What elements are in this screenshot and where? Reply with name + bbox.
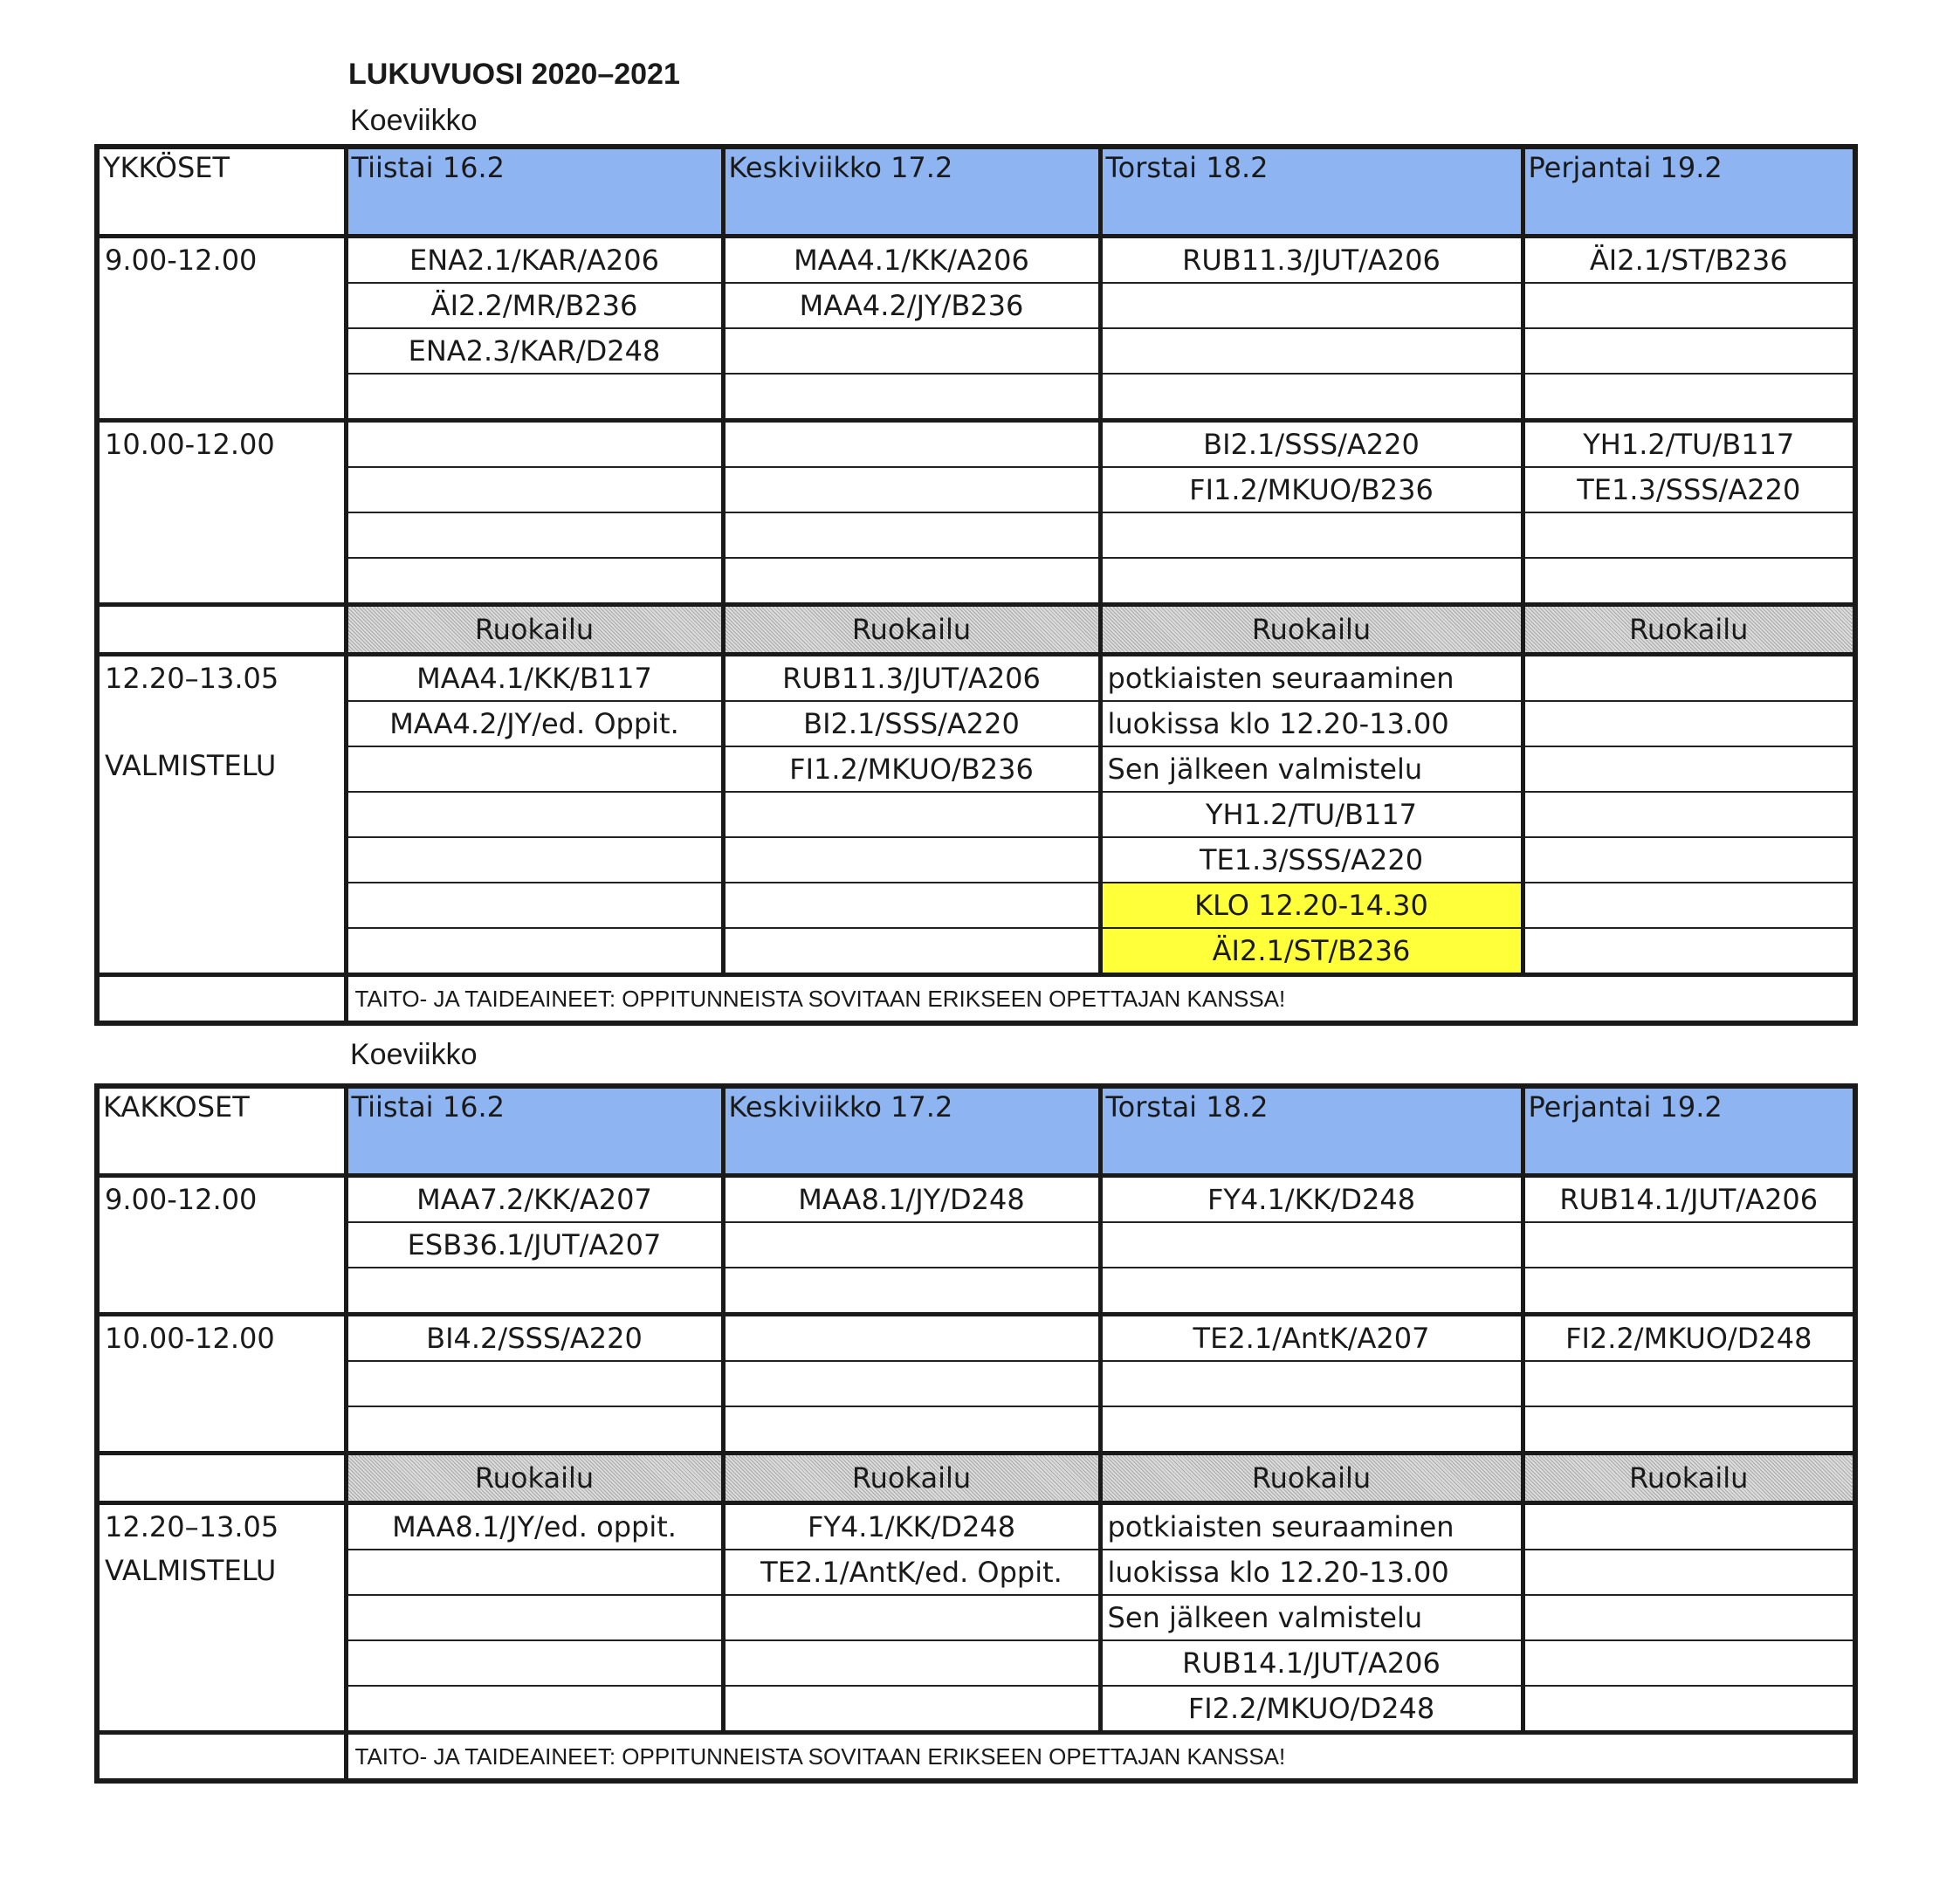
table-row xyxy=(97,1640,1855,1686)
exam-cell xyxy=(1100,512,1523,558)
exam-cell xyxy=(1523,837,1855,883)
time-slot-note: VALMISTELU xyxy=(105,1554,277,1587)
exam-cell xyxy=(1523,701,1855,746)
time-slot-time: 12.20–13.05 xyxy=(105,1510,279,1543)
exam-cell: MAA4.1/KK/A206 xyxy=(723,237,1100,284)
lunch-row xyxy=(97,1454,1855,1503)
table-row xyxy=(97,512,1855,558)
exam-cell xyxy=(1100,558,1523,605)
exam-cell xyxy=(1100,1406,1523,1454)
table-row xyxy=(97,746,1855,792)
time-slot-label: 9.00-12.00 xyxy=(97,1176,346,1315)
exam-cell xyxy=(1100,1222,1523,1268)
exam-cell xyxy=(1100,328,1523,374)
lunch-cell: Ruokailu xyxy=(1100,605,1523,655)
exam-cell xyxy=(1523,328,1855,374)
exam-cell: BI4.2/SSS/A220 xyxy=(346,1315,723,1362)
note-row xyxy=(97,1733,1855,1782)
exam-cell: RUB11.3/JUT/A206 xyxy=(1100,237,1523,284)
exam-cell xyxy=(723,1268,1100,1315)
exam-cell xyxy=(1100,374,1523,421)
lunch-cell: Ruokailu xyxy=(1100,1454,1523,1503)
section-caption-kakkoset: Koeviikko xyxy=(350,1038,478,1071)
schedule-table-kakkoset xyxy=(94,1083,1858,1784)
exam-cell xyxy=(346,1550,723,1595)
table-row xyxy=(97,655,1855,702)
table-row xyxy=(97,1361,1855,1406)
exam-cell xyxy=(346,512,723,558)
exam-cell xyxy=(346,558,723,605)
group-label: KAKKOSET xyxy=(97,1086,346,1176)
exam-cell xyxy=(346,928,723,975)
exam-cell xyxy=(346,421,723,468)
exam-cell xyxy=(346,1640,723,1686)
day-header-thursday: Torstai 18.2 xyxy=(1100,147,1523,237)
day-header-wednesday: Keskiviikko 17.2 xyxy=(723,1086,1100,1176)
exam-cell xyxy=(723,1406,1100,1454)
exam-cell: ENA2.3/KAR/D248 xyxy=(346,328,723,374)
day-header-friday: Perjantai 19.2 xyxy=(1523,147,1855,237)
exam-cell xyxy=(723,1595,1100,1640)
exam-cell xyxy=(1523,558,1855,605)
spacer xyxy=(105,700,344,744)
exam-cell xyxy=(1523,1503,1855,1550)
exam-cell: MAA4.1/KK/B117 xyxy=(346,655,723,702)
exam-cell xyxy=(723,1315,1100,1362)
section-caption-ykkoset: Koeviikko xyxy=(350,104,478,137)
exam-cell: TE1.3/SSS/A220 xyxy=(1523,467,1855,512)
note-row xyxy=(97,975,1855,1024)
exam-cell xyxy=(346,883,723,928)
exam-cell xyxy=(723,421,1100,468)
note-empty-cell xyxy=(97,975,346,1024)
table-row xyxy=(97,328,1855,374)
exam-cell: potkiaisten seuraaminen xyxy=(1100,655,1523,702)
exam-cell xyxy=(723,792,1100,837)
exam-cell: ENA2.1/KAR/A206 xyxy=(346,237,723,284)
exam-cell xyxy=(1523,1640,1855,1686)
exam-cell xyxy=(346,792,723,837)
exam-cell xyxy=(346,374,723,421)
exam-cell xyxy=(723,1686,1100,1733)
exam-cell: YH1.2/TU/B117 xyxy=(1100,792,1523,837)
exam-cell xyxy=(346,467,723,512)
exam-cell xyxy=(1523,792,1855,837)
exam-cell: RUB14.1/JUT/A206 xyxy=(1100,1640,1523,1686)
table-row xyxy=(97,1503,1855,1550)
exam-cell xyxy=(723,883,1100,928)
day-header-tuesday: Tiistai 16.2 xyxy=(346,147,723,237)
time-slot-label: 9.00-12.00 xyxy=(97,237,346,421)
table-row xyxy=(97,1406,1855,1454)
exam-cell xyxy=(723,512,1100,558)
exam-cell: potkiaisten seuraaminen xyxy=(1100,1503,1523,1550)
exam-cell: FI2.2/MKUO/D248 xyxy=(1523,1315,1855,1362)
table-row xyxy=(97,1222,1855,1268)
table-row xyxy=(97,283,1855,328)
table-row xyxy=(97,1595,1855,1640)
table-row xyxy=(97,837,1855,883)
exam-cell xyxy=(1523,1686,1855,1733)
exam-cell xyxy=(723,1640,1100,1686)
exam-cell: FI1.2/MKUO/B236 xyxy=(1100,467,1523,512)
exam-cell xyxy=(346,1361,723,1406)
time-slot-label: 10.00-12.00 xyxy=(97,1315,346,1454)
exam-cell xyxy=(1100,283,1523,328)
exam-cell: luokissa klo 12.20-13.00 xyxy=(1100,701,1523,746)
exam-cell: FI1.2/MKUO/B236 xyxy=(723,746,1100,792)
exam-cell: RUB11.3/JUT/A206 xyxy=(723,655,1100,702)
exam-cell xyxy=(723,558,1100,605)
document-title: LUKUVUOSI 2020–2021 xyxy=(348,58,680,91)
table-row xyxy=(97,792,1855,837)
exam-cell xyxy=(723,1222,1100,1268)
table-row xyxy=(97,374,1855,421)
exam-cell: luokissa klo 12.20-13.00 xyxy=(1100,1550,1523,1595)
exam-cell: TE2.1/AntK/ed. Oppit. xyxy=(723,1550,1100,1595)
note-text: TAITO- JA TAIDEAINEET: OPPITUNNEISTA SOVITAAN ERIKSEEN OPETTAJAN KANSSA! xyxy=(346,1733,1855,1782)
time-slot-label: 10.00-12.00 xyxy=(97,421,346,605)
exam-cell: TE2.1/AntK/A207 xyxy=(1100,1315,1523,1362)
lunch-cell: Ruokailu xyxy=(346,1454,723,1503)
exam-cell: ÄI2.1/ST/B236 xyxy=(1523,237,1855,284)
lunch-cell: Ruokailu xyxy=(346,605,723,655)
exam-cell xyxy=(723,374,1100,421)
exam-cell: Sen jälkeen valmistelu xyxy=(1100,1595,1523,1640)
table-row xyxy=(97,701,1855,746)
table-row xyxy=(97,558,1855,605)
table-row xyxy=(97,928,1855,975)
exam-cell: MAA4.2/JY/B236 xyxy=(723,283,1100,328)
exam-cell: FY4.1/KK/D248 xyxy=(723,1503,1100,1550)
table-row xyxy=(97,421,1855,468)
time-slot-time: 12.20–13.05 xyxy=(105,662,279,695)
table-row xyxy=(97,467,1855,512)
group-label: YKKÖSET xyxy=(97,147,346,237)
exam-cell xyxy=(723,837,1100,883)
exam-cell xyxy=(723,1361,1100,1406)
lunch-cell: Ruokailu xyxy=(723,605,1100,655)
exam-cell xyxy=(1523,1595,1855,1640)
time-slot-note: VALMISTELU xyxy=(105,749,277,782)
note-empty-cell xyxy=(97,1733,346,1782)
exam-cell xyxy=(1523,928,1855,975)
exam-cell xyxy=(1523,1222,1855,1268)
exam-cell xyxy=(346,1686,723,1733)
exam-cell xyxy=(346,1595,723,1640)
exam-cell xyxy=(1523,283,1855,328)
exam-cell xyxy=(346,837,723,883)
exam-cell xyxy=(1100,1268,1523,1315)
time-slot-label xyxy=(97,655,346,975)
table-row xyxy=(97,1268,1855,1315)
table-row xyxy=(97,237,1855,284)
lunch-cell: Ruokailu xyxy=(1523,605,1855,655)
header-row xyxy=(97,1086,1855,1176)
day-header-friday: Perjantai 19.2 xyxy=(1523,1086,1855,1176)
exam-cell xyxy=(1523,1550,1855,1595)
exam-cell: RUB14.1/JUT/A206 xyxy=(1523,1176,1855,1223)
exam-cell: ÄI2.2/MR/B236 xyxy=(346,283,723,328)
exam-cell: MAA8.1/JY/D248 xyxy=(723,1176,1100,1223)
exam-cell: BI2.1/SSS/A220 xyxy=(1100,421,1523,468)
exam-cell: ESB36.1/JUT/A207 xyxy=(346,1222,723,1268)
exam-cell: TE1.3/SSS/A220 xyxy=(1100,837,1523,883)
lunch-empty-cell xyxy=(97,605,346,655)
lunch-empty-cell xyxy=(97,1454,346,1503)
highlighted-exam-cell: KLO 12.20-14.30 xyxy=(1100,883,1523,928)
table-row xyxy=(97,883,1855,928)
exam-cell: MAA4.2/JY/ed. Oppit. xyxy=(346,701,723,746)
day-header-thursday: Torstai 18.2 xyxy=(1100,1086,1523,1176)
table-row xyxy=(97,1176,1855,1223)
day-header-tuesday: Tiistai 16.2 xyxy=(346,1086,723,1176)
table-row xyxy=(97,1686,1855,1733)
exam-cell xyxy=(1523,512,1855,558)
exam-cell xyxy=(1523,1406,1855,1454)
exam-cell: YH1.2/TU/B117 xyxy=(1523,421,1855,468)
exam-cell: MAA7.2/KK/A207 xyxy=(346,1176,723,1223)
exam-cell xyxy=(723,467,1100,512)
highlighted-exam-cell: ÄI2.1/ST/B236 xyxy=(1100,928,1523,975)
time-slot-label xyxy=(97,1503,346,1733)
schedule-table-ykkoset xyxy=(94,144,1858,1026)
header-row xyxy=(97,147,1855,237)
exam-cell xyxy=(346,1406,723,1454)
exam-cell xyxy=(1523,883,1855,928)
lunch-row xyxy=(97,605,1855,655)
exam-cell xyxy=(723,928,1100,975)
exam-cell: BI2.1/SSS/A220 xyxy=(723,701,1100,746)
exam-cell: FY4.1/KK/D248 xyxy=(1100,1176,1523,1223)
exam-cell xyxy=(1100,1361,1523,1406)
exam-cell xyxy=(1523,1268,1855,1315)
day-header-wednesday: Keskiviikko 17.2 xyxy=(723,147,1100,237)
lunch-cell: Ruokailu xyxy=(1523,1454,1855,1503)
exam-cell xyxy=(1523,374,1855,421)
exam-cell xyxy=(1523,746,1855,792)
exam-cell: Sen jälkeen valmistelu xyxy=(1100,746,1523,792)
exam-cell: MAA8.1/JY/ed. oppit. xyxy=(346,1503,723,1550)
note-text: TAITO- JA TAIDEAINEET: OPPITUNNEISTA SOVITAAN ERIKSEEN OPETTAJAN KANSSA! xyxy=(346,975,1855,1024)
exam-cell xyxy=(723,328,1100,374)
exam-cell xyxy=(346,1268,723,1315)
exam-cell xyxy=(1523,655,1855,702)
exam-cell xyxy=(1523,1361,1855,1406)
table-row xyxy=(97,1550,1855,1595)
exam-cell: FI2.2/MKUO/D248 xyxy=(1100,1686,1523,1733)
table-row xyxy=(97,1315,1855,1362)
exam-cell xyxy=(346,746,723,792)
lunch-cell: Ruokailu xyxy=(723,1454,1100,1503)
